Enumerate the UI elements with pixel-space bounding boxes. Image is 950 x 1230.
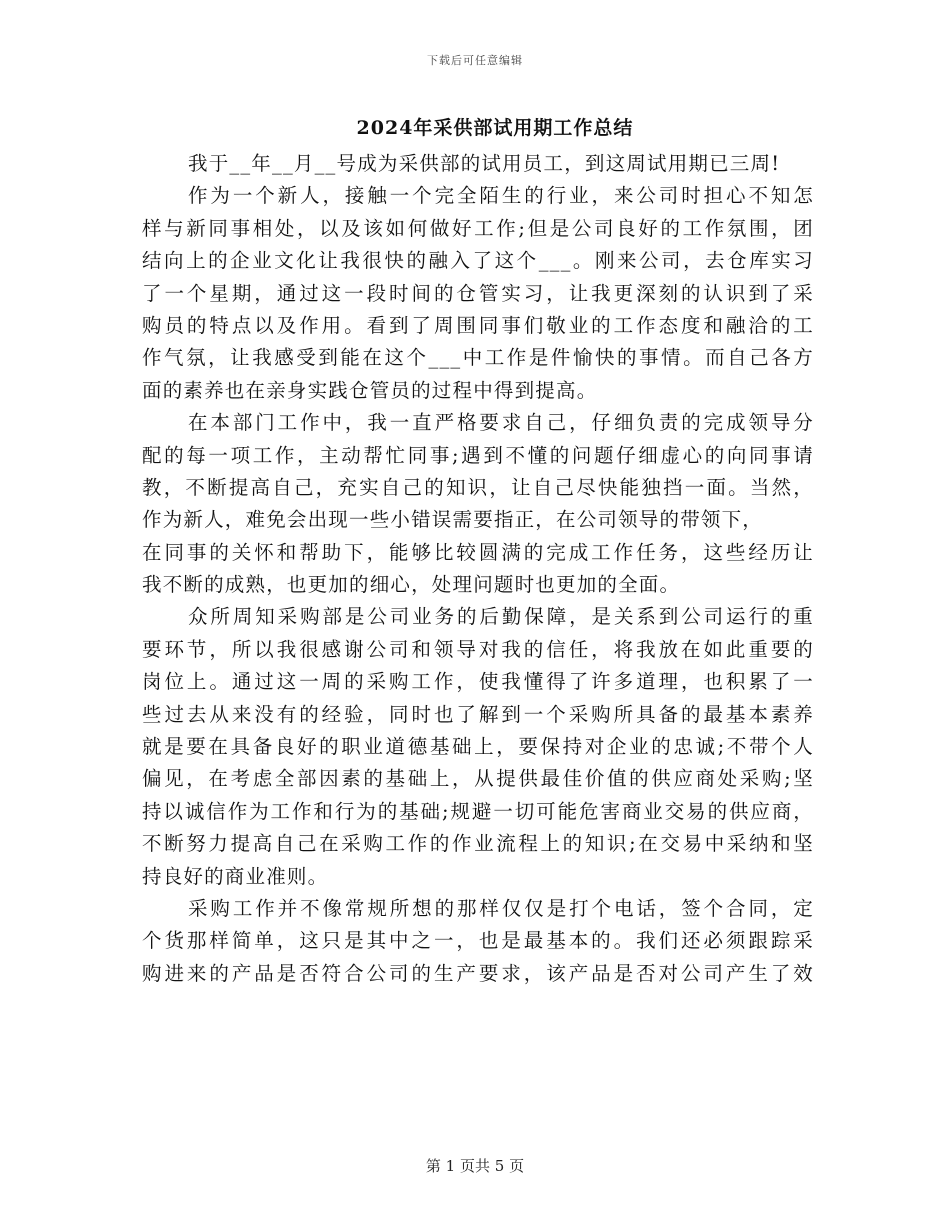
paragraph-line: 持良好的商业准则。 (142, 864, 329, 888)
paragraph-line: 面的素养也在亲身实践仓管员的过程中得到提高。 (142, 378, 598, 402)
paragraph-line: 偏见，在考虑全部因素的基础上，从提供最佳价值的供应商处采购;坚 (142, 767, 814, 791)
paragraph-line: 样与新同事相处，以及该如何做好工作;但是公司良好的工作氛围，团 (142, 216, 814, 240)
paragraph-line: 了一个星期，通过这一段时间的仓管实习，让我更深刻的认识到了采 (142, 281, 814, 305)
paragraph-line: 作为一个新人，接触一个完全陌生的行业，来公司时担心不知怎 (188, 184, 814, 208)
paragraph-line: 些过去从来没有的经验，同时也了解到一个采购所具备的最基本素养 (142, 702, 814, 726)
paragraph-line: 作气氛，让我感受到能在这个___中工作是件愉快的事情。而自己各方 (142, 346, 814, 370)
document-title: 2024年采供部试用期工作总结 (356, 117, 634, 139)
paragraph-line: 不断努力提高自己在采购工作的作业流程上的知识;在交易中采纳和坚 (142, 832, 814, 856)
paragraph-line: 结向上的企业文化让我很快的融入了这个___。刚来公司，去仓库实习 (142, 249, 814, 273)
paragraph-line: 购员的特点以及作用。看到了周围同事们敬业的工作态度和融洽的工 (142, 313, 814, 337)
paragraph-line: 持以诚信作为工作和行为的基础;规避一切可能危害商业交易的供应商， (142, 799, 814, 823)
paragraph-line: 我于__年__月__号成为采供部的试用员工，到这周试用期已三周! (188, 152, 781, 175)
paragraph-line: 采购工作并不像常规所想的那样仅仅是打个电话，签个合同，定 (188, 896, 814, 920)
paragraph-line: 在本部门工作中，我一直严格要求自己，仔细负责的完成领导分 (188, 411, 814, 435)
paragraph-line: 个货那样简单，这只是其中之一，也是最基本的。我们还必须跟踪采 (142, 929, 814, 953)
paragraph-line: 众所周知采购部是公司业务的后勤保障，是关系到公司运行的重 (188, 605, 814, 629)
header-note: 下载后可任意编辑 (427, 54, 523, 67)
paragraph-line: 岗位上。通过这一周的采购工作，使我懂得了许多道理，也积累了一 (142, 670, 814, 694)
paragraph-line: 要环节，所以我很感谢公司和领导对我的信任，将我放在如此重要的 (142, 637, 814, 661)
paragraph-line: 在同事的关怀和帮助下，能够比较圆满的完成工作任务，这些经历让 (142, 540, 814, 564)
paragraph-line: 作为新人，难免会出现一些小错误需要指正，在公司领导的带领下， (142, 508, 764, 532)
paragraph-line: 教，不断提高自己，充实自己的知识，让自己尽快能独挡一面。当然， (142, 475, 814, 499)
page-number-footer: 第 1 页共 5 页 (425, 1157, 525, 1175)
paragraph-line: 我不断的成熟，也更加的细心，处理问题时也更加的全面。 (142, 573, 681, 597)
paragraph-line: 配的每一项工作，主动帮忙同事;遇到不懂的问题仔细虚心的向同事请 (142, 443, 814, 467)
paragraph-line: 购进来的产品是否符合公司的生产要求，该产品是否对公司产生了效 (142, 961, 814, 985)
paragraph-line: 就是要在具备良好的职业道德基础上，要保持对企业的忠诚;不带个人 (142, 735, 814, 759)
document-body (142, 148, 814, 990)
